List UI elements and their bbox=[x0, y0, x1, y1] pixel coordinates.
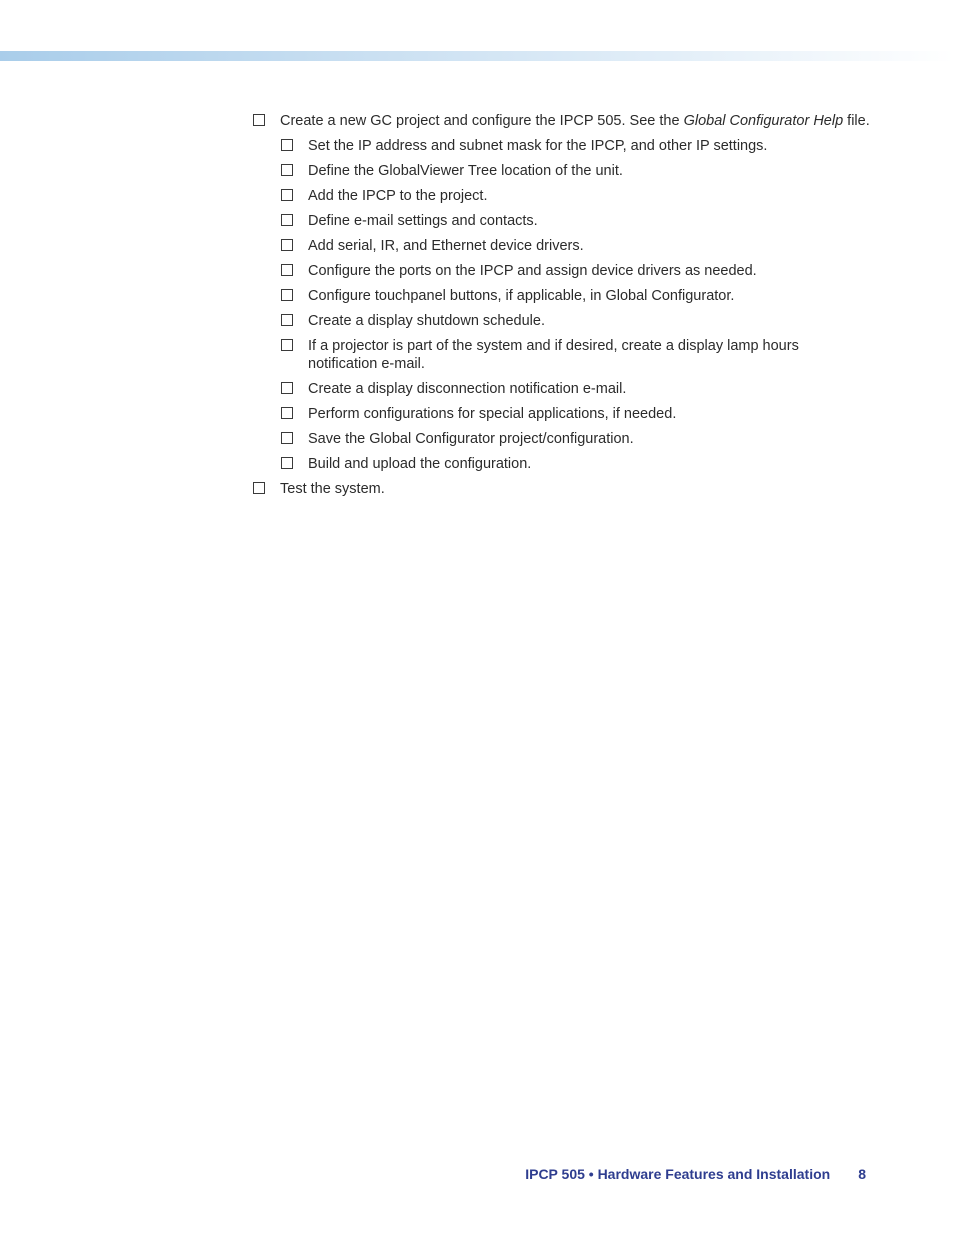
checklist-subitem-text: Add serial, IR, and Ethernet device drivers. bbox=[308, 238, 584, 254]
checklist-subitem-text: Perform configurations for special applications, if needed. bbox=[308, 406, 677, 422]
checklist-subitem bbox=[252, 405, 872, 423]
checkbox-icon[interactable] bbox=[281, 189, 293, 201]
checklist-item-create-gc-project bbox=[252, 112, 872, 130]
checklist-subitem bbox=[252, 337, 872, 373]
checkbox-icon[interactable] bbox=[281, 289, 293, 301]
checklist-subitem-text: Create a display shutdown schedule. bbox=[308, 313, 545, 329]
checklist-item-test-system bbox=[252, 480, 872, 498]
checklist-subitem bbox=[252, 455, 872, 473]
checklist-subitem-text: Set the IP address and subnet mask for the IPCP, and other IP settings. bbox=[308, 138, 768, 154]
checklist-subitem-text: Build and upload the configuration. bbox=[308, 456, 532, 472]
checklist-subitem-text: Define the GlobalViewer Tree location of the unit. bbox=[308, 163, 623, 179]
page-footer bbox=[525, 1166, 866, 1182]
checklist-subitem-text: Configure the ports on the IPCP and assign device drivers as needed. bbox=[308, 263, 757, 279]
checklist-item-text: Create a new GC project and configure the IPCP 505. See the Global Configurator Help file. bbox=[280, 113, 870, 129]
checkbox-icon[interactable] bbox=[253, 482, 265, 494]
checklist-subitem bbox=[252, 187, 872, 205]
checkbox-icon[interactable] bbox=[281, 139, 293, 151]
checkbox-icon[interactable] bbox=[281, 214, 293, 226]
checklist-subitem-text: Add the IPCP to the project. bbox=[308, 188, 488, 204]
checklist bbox=[252, 112, 872, 498]
checklist-subitem bbox=[252, 137, 872, 155]
checkbox-icon[interactable] bbox=[281, 382, 293, 394]
checklist-subitem bbox=[252, 237, 872, 255]
checkbox-icon[interactable] bbox=[281, 314, 293, 326]
checkbox-icon[interactable] bbox=[281, 457, 293, 469]
checkbox-icon[interactable] bbox=[281, 164, 293, 176]
checklist-subitem-text: If a projector is part of the system and if desired, create a display lamp hours notification e-mail. bbox=[308, 338, 799, 372]
checklist-subitem bbox=[252, 312, 872, 330]
checklist-subitem bbox=[252, 430, 872, 448]
checklist-subitem bbox=[252, 212, 872, 230]
checkbox-icon[interactable] bbox=[253, 114, 265, 126]
checkbox-icon[interactable] bbox=[281, 407, 293, 419]
checklist-subitem-text: Create a display disconnection notification e-mail. bbox=[308, 381, 627, 397]
checklist-subitem-text: Save the Global Configurator project/configuration. bbox=[308, 431, 634, 447]
checklist-subitem bbox=[252, 380, 872, 398]
checklist-subitem bbox=[252, 287, 872, 305]
checkbox-icon[interactable] bbox=[281, 264, 293, 276]
page-number: 8 bbox=[858, 1166, 866, 1182]
checklist-subitem bbox=[252, 262, 872, 280]
checklist-subitem-text: Define e-mail settings and contacts. bbox=[308, 213, 538, 229]
checkbox-icon[interactable] bbox=[281, 432, 293, 444]
checklist-subitem bbox=[252, 162, 872, 180]
checklist-item-text: Test the system. bbox=[280, 481, 385, 497]
header-band bbox=[0, 51, 954, 61]
checkbox-icon[interactable] bbox=[281, 339, 293, 351]
checklist-subitem-text: Configure touchpanel buttons, if applicable, in Global Configurator. bbox=[308, 288, 735, 304]
checkbox-icon[interactable] bbox=[281, 239, 293, 251]
footer-title: IPCP 505 • Hardware Features and Installation bbox=[525, 1166, 831, 1182]
